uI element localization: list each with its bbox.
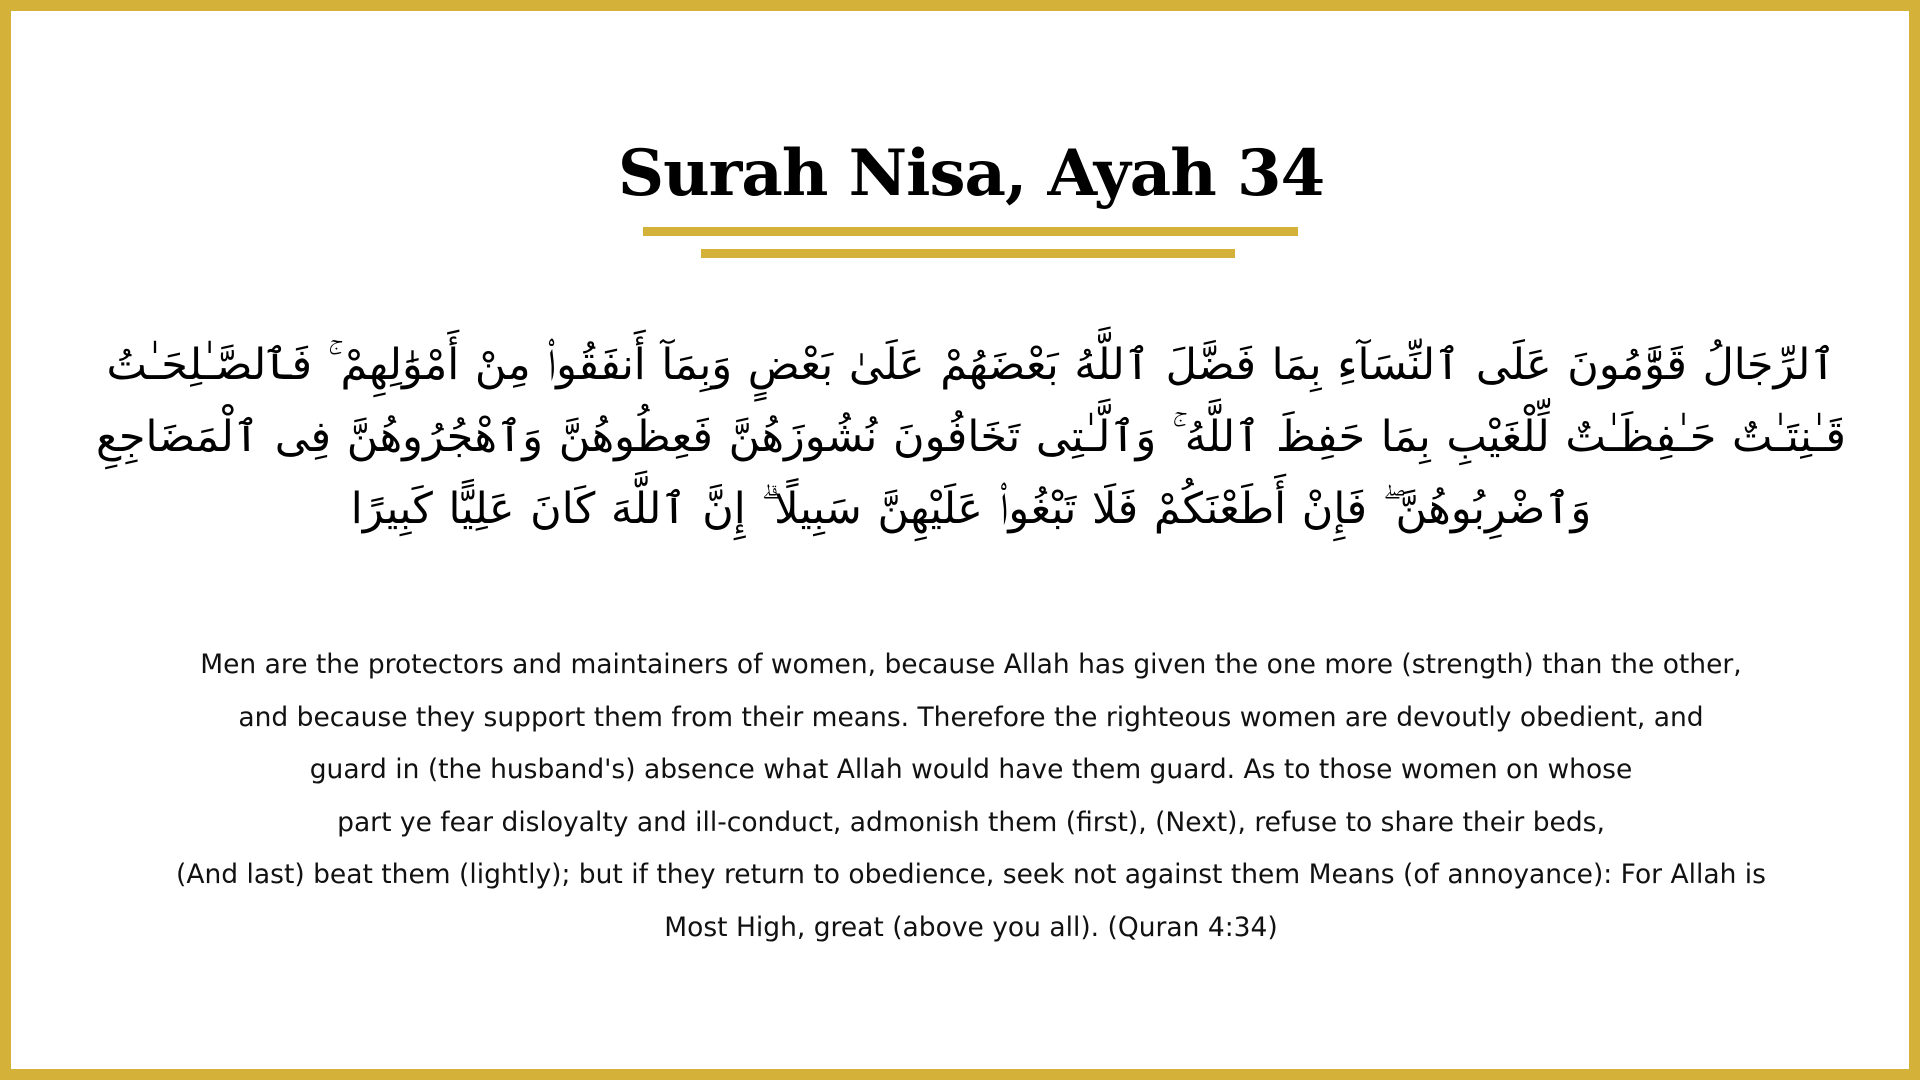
english-translation — [91, 639, 1851, 954]
title-underline-secondary — [701, 249, 1235, 258]
translation-line: guard in (the husband's) absence what Allah would have them guard. As to those women on whose — [309, 754, 1633, 785]
translation-line: Men are the protectors and maintainers of women, because Allah has given the one more (strength) than the other, — [200, 649, 1742, 680]
page-title: Surah Nisa, Ayah 34 — [617, 136, 1325, 211]
arabic-verse: ٱلرِّجَالُ قَوَّٰمُونَ عَلَى ٱلنِّسَآءِ بِمَا فَضَّلَ ٱللَّهُ بَعْضَهُمْ عَلَىٰ بَعْضٍ وَبِمَآ أَنفَقُوا۟ مِنْ أَمْوَٰلِهِمْ ۚ فَٱلصَّـٰلِحَـٰتُ قَـٰنِتَـٰتٌ حَـٰفِظَـٰتٌ لِّلْغَيْبِ بِمَا حَفِظَ ٱللَّهُ ۚ وَٱلَّـٰتِى تَخَافُونَ نُشُوزَهُنَّ فَعِظُوهُنَّ وَٱهْجُرُوهُنَّ فِى ٱلْمَضَاجِعِ وَٱضْرِبُوهُنَّ ۖ فَإِنْ أَطَعْنَكُمْ فَلَا تَبْغُوا۟ عَلَيْهِنَّ سَبِيلًا ۗ إِنَّ ٱللَّهَ كَانَ عَلِيًّا كَبِيرًا — [96, 340, 1846, 534]
translation-line: Most High, great (above you all). (Quran 4:34) — [664, 911, 1278, 943]
translation-line: (And last) beat them (lightly); but if they return to obedience, seek not against them Means (of annoyance): For Allah is — [176, 859, 1766, 890]
translation-line: and because they support them from their means. Therefore the righteous women are devoutly obedient, and — [238, 701, 1704, 733]
title-underline-primary — [643, 227, 1298, 236]
translation-line: part ye fear disloyalty and ill-conduct, admonish them (first), (Next), refuse to share their beds, — [337, 806, 1605, 838]
